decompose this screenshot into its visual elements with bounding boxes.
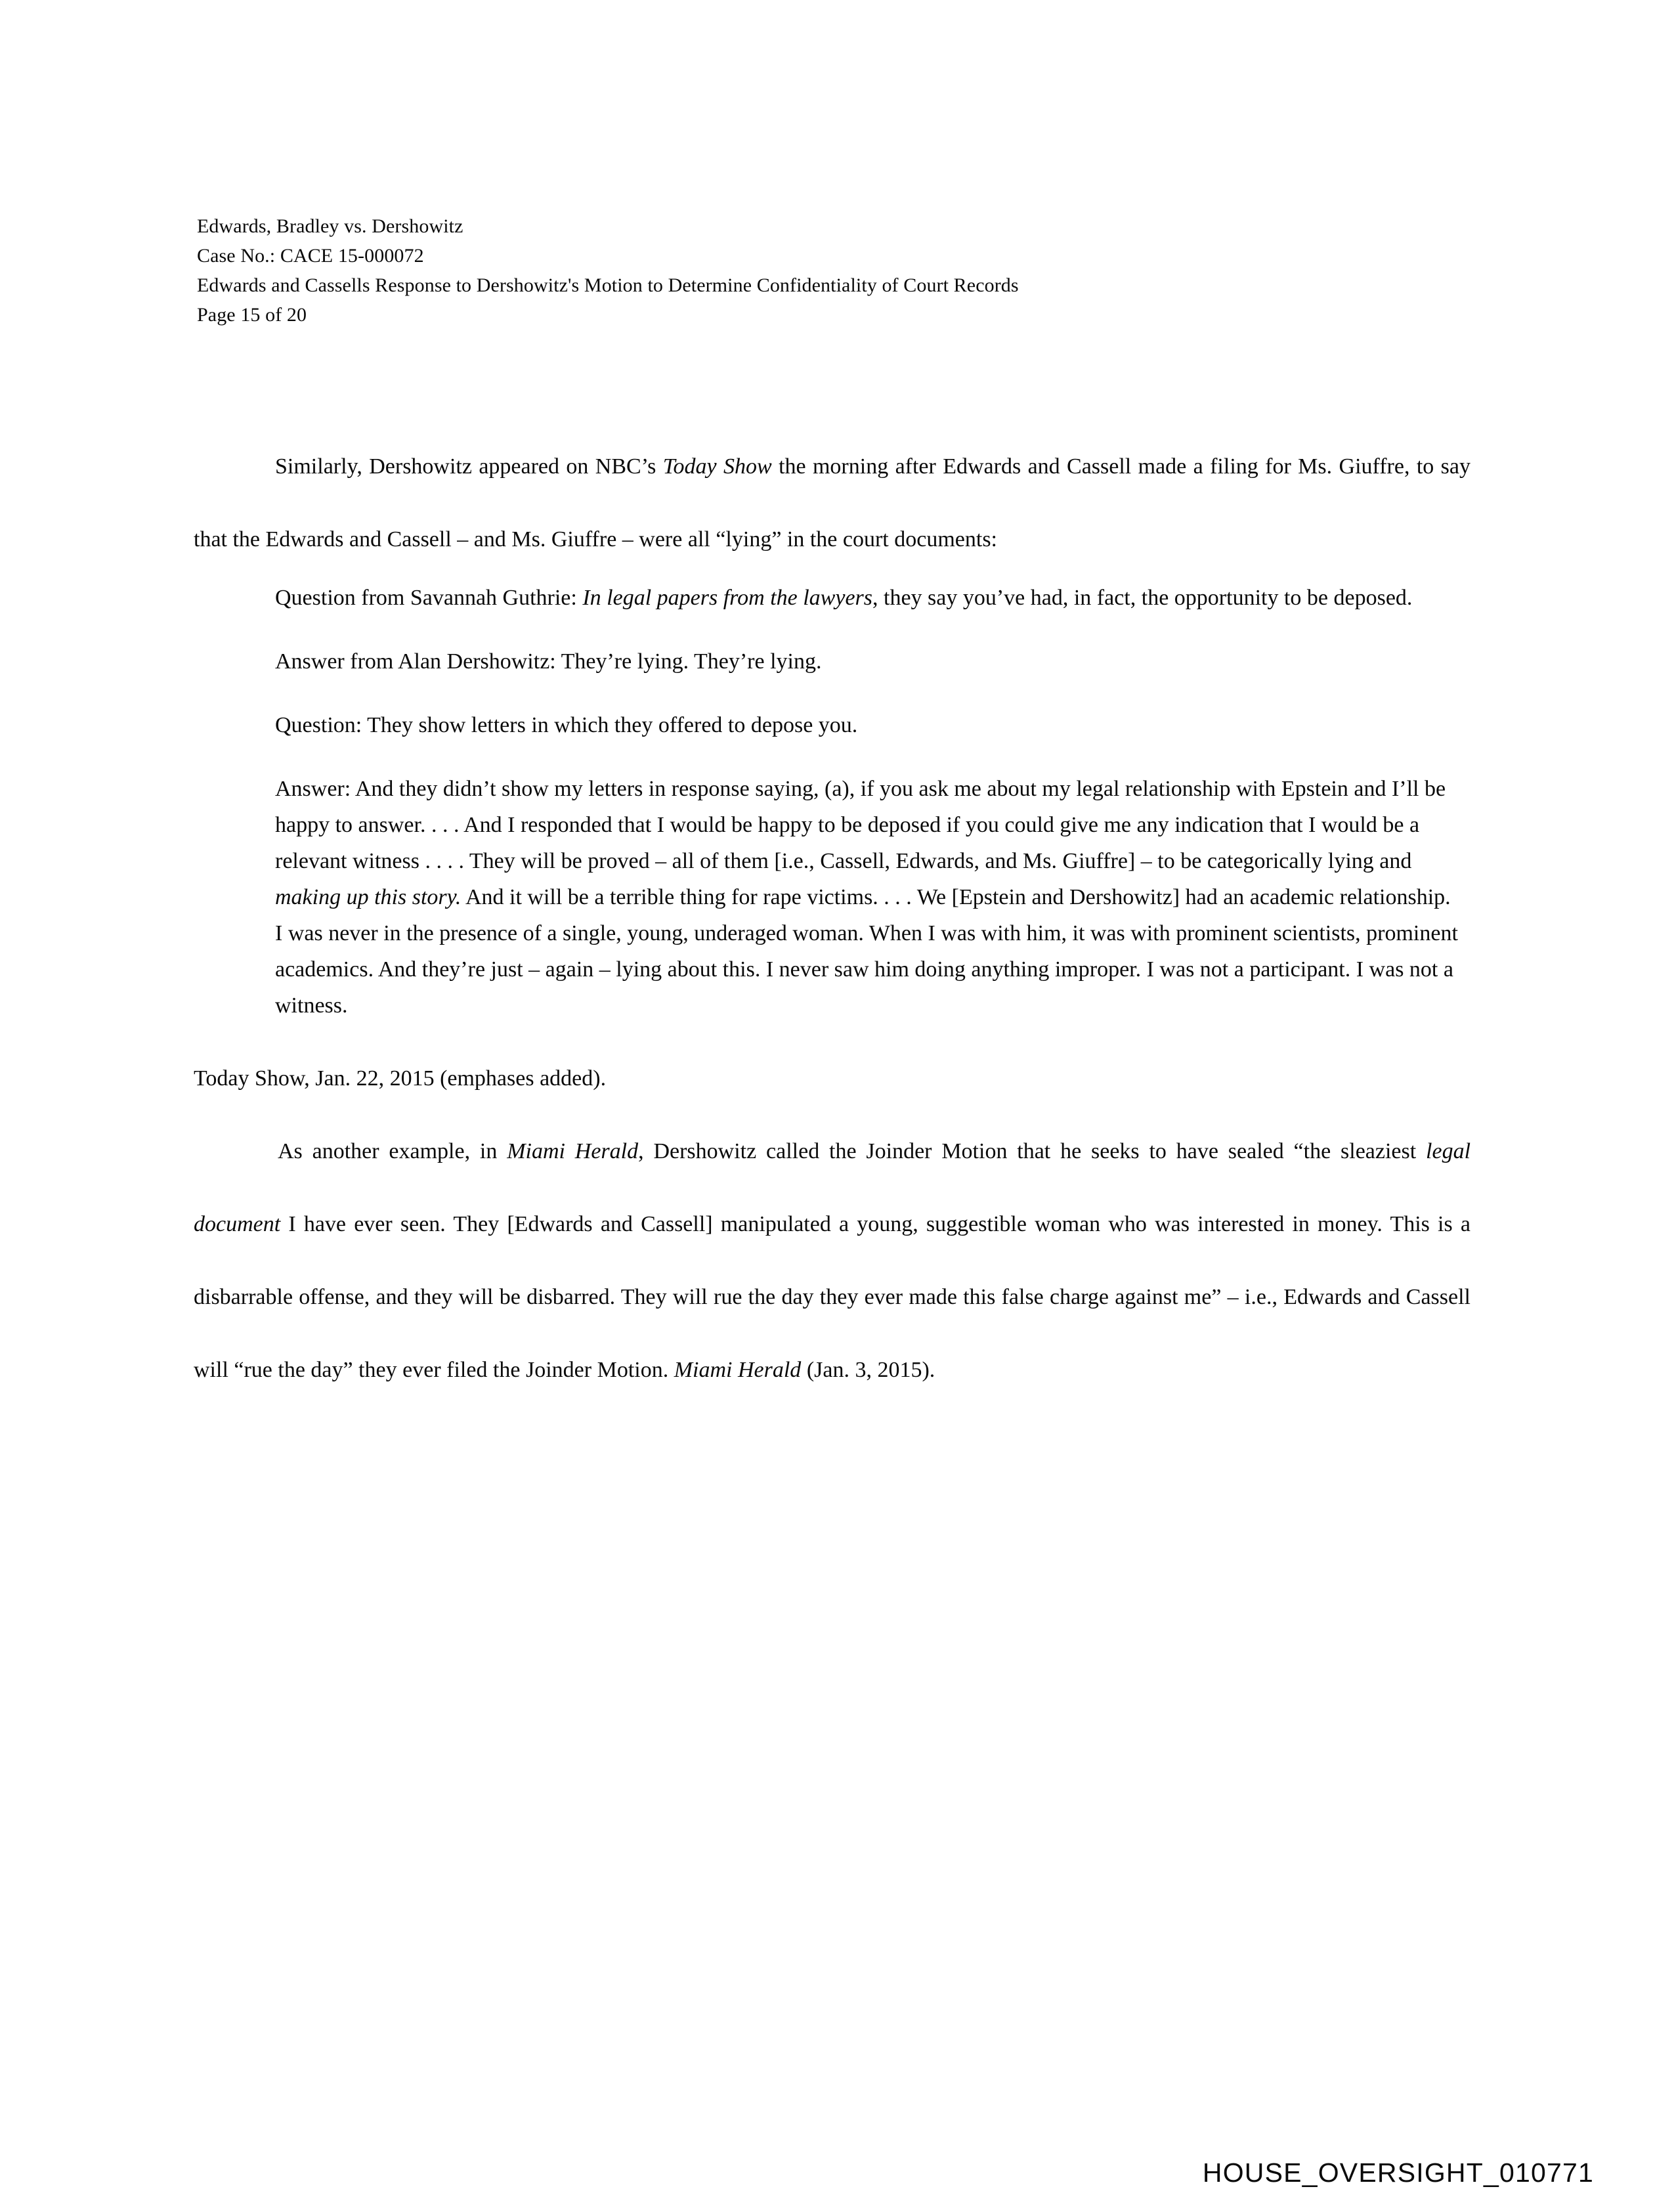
final-part-1: As another example, in	[278, 1139, 507, 1163]
final-italic-miami-herald-2: Miami Herald	[674, 1358, 802, 1382]
caption-document-title: Edwards and Cassells Response to Dershowitz's Motion to Determine Confidentiality of Court Records	[197, 274, 1019, 296]
q1-italic-legal-papers: In legal papers from the lawyers	[582, 586, 872, 610]
intro-text-part-2: the morning after Edwards and Cassell made a filing for Ms. Giuffre, to say that the Edwards and Cassell – and Ms. Giuffre – were all “lying” in the court documents:	[194, 454, 1470, 552]
a2-part-2: And it will be a terrible thing for rape victims. . . . We [Epstein and Dershowitz] had an academic relationship. I was never in the presence of a single, young, underaged woman. When I was with him, it was with prominent scientists, prominent academics. And they’re just – again – lying about this. I never saw him doing anything improper. I was not a participant. I was not a witness.	[275, 885, 1458, 1018]
bates-stamp: HOUSE_OVERSIGHT_010771	[1202, 2158, 1594, 2188]
a2-part-1: Answer: And they didn’t show my letters in response saying, (a), if you ask me about my legal relationship with Epstein and I’ll be happy to answer. . . . And I responded that I would be happy to be deposed if you could give me any indication that I would be a relevant witness . . . . They will be proved – all of them [i.e., Cassell, Edwards, and Ms. Giuffre] – to be categorically lying and	[275, 777, 1446, 873]
document-body	[194, 430, 1470, 1406]
final-part-3: I have ever seen. They [Edwards and Cassell] manipulated a young, suggestible woman who was interested in money. This is a disbarrable offense, and they will be disbarred. They will rue the day they ever made this false charge against me” – i.e., Edwards and Cassell will “rue the day” they ever filed the Joinder Motion.	[194, 1212, 1470, 1382]
caption-case-number: Case No.: CACE 15-000072	[197, 245, 424, 267]
blockquote-today-show-transcript	[194, 580, 1470, 1024]
transcript-answer-1: Answer from Alan Dershowitz: They’re lying. They’re lying.	[275, 649, 822, 674]
final-italic-legal-document: legal document	[194, 1139, 1471, 1236]
caption-page-number: Page 15 of 20	[197, 304, 307, 326]
a2-italic-making-up-this-story: making up this story.	[275, 885, 461, 909]
transcript-question-1	[275, 580, 1463, 616]
q1-part-2: , they say you’ve had, in fact, the opportunity to be deposed.	[872, 586, 1413, 610]
paragraph-intro	[194, 430, 1470, 576]
intro-italic-today-show: Today Show	[662, 454, 772, 479]
caption-case-title: Edwards, Bradley vs. Dershowitz	[197, 215, 463, 237]
final-part-4: (Jan. 3, 2015).	[801, 1358, 935, 1382]
paragraph-miami-herald	[194, 1115, 1470, 1406]
paragraph-citation-today-show: Today Show, Jan. 22, 2015 (emphases added).	[194, 1066, 607, 1091]
intro-text-part-1: Similarly, Dershowitz appeared on NBC’s	[275, 454, 663, 479]
transcript-answer-2	[275, 771, 1463, 1024]
case-caption-header	[197, 211, 1444, 330]
transcript-question-2: Question: They show letters in which they offered to depose you.	[275, 713, 858, 737]
q1-part-1: Question from Savannah Guthrie:	[275, 586, 583, 610]
final-part-2: , Dershowitz called the Joinder Motion that he seeks to have sealed “the sleaziest	[638, 1139, 1427, 1163]
final-italic-miami-herald-1: Miami Herald	[507, 1139, 639, 1163]
